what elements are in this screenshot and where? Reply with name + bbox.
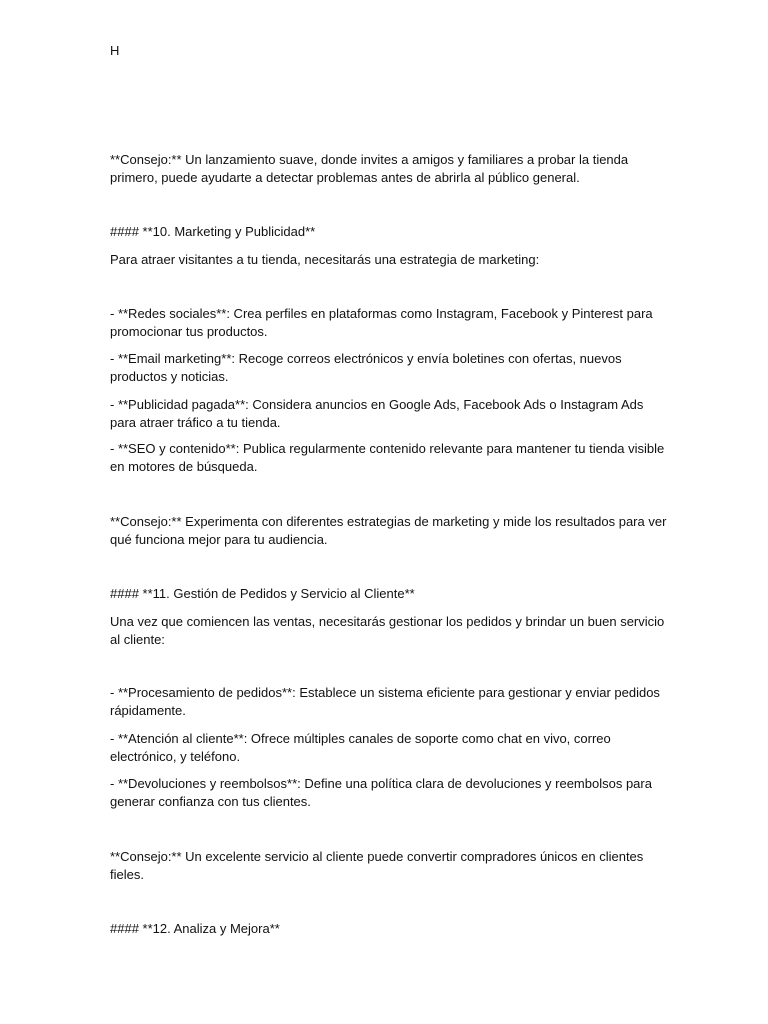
section-12-heading: #### **12. Analiza y Mejora**: [110, 921, 280, 936]
bullet-order-processing: - **Procesamiento de pedidos**: Establece un sistema eficiente para gestionar y enviar pedidos rápidamente.: [110, 685, 660, 718]
bullet-paid-advertising: - **Publicidad pagada**: Considera anuncios en Google Ads, Facebook Ads o Instagram Ads para atraer tráfico a tu tienda.: [110, 397, 644, 430]
section-10-heading: #### **10. Marketing y Publicidad**: [110, 224, 316, 239]
section-11-intro: Una vez que comiencen las ventas, necesitarás gestionar los pedidos y brindar un buen servicio al cliente:: [110, 614, 665, 647]
bullet-seo-content: - **SEO y contenido**: Publica regularmente contenido relevante para mantener tu tienda visible en motores de búsqueda.: [110, 441, 665, 474]
bullet-social-media: - **Redes sociales**: Crea perfiles en plataformas como Instagram, Facebook y Pinterest para promocionar tus productos.: [110, 306, 653, 339]
bullet-returns-refunds: - **Devoluciones y reembolsos**: Define una política clara de devoluciones y reembolsos para generar confianza con tus clientes.: [110, 776, 652, 809]
tip-soft-launch: **Consejo:** Un lanzamiento suave, donde invites a amigos y familiares a probar la tienda primero, puede ayudarte a detectar problemas antes de abrirla al público general.: [110, 152, 629, 185]
bullet-customer-support: - **Atención al cliente**: Ofrece múltiples canales de soporte como chat en vivo, correo electrónico, y teléfono.: [110, 731, 611, 764]
tip-marketing: **Consejo:** Experimenta con diferentes estrategias de marketing y mide los resultados para ver qué funciona mejor para tu audiencia.: [110, 514, 667, 547]
section-10-intro: Para atraer visitantes a tu tienda, necesitarás una estrategia de marketing:: [110, 252, 540, 267]
bullet-email-marketing: - **Email marketing**: Recoge correos electrónicos y envía boletines con ofertas, nuevos productos y noticias.: [110, 351, 622, 384]
tip-customer-service: **Consejo:** Un excelente servicio al cliente puede convertir compradores únicos en clientes fieles.: [110, 849, 644, 882]
header-mark: H: [110, 43, 120, 58]
section-11-heading: #### **11. Gestión de Pedidos y Servicio al Cliente**: [110, 586, 415, 601]
